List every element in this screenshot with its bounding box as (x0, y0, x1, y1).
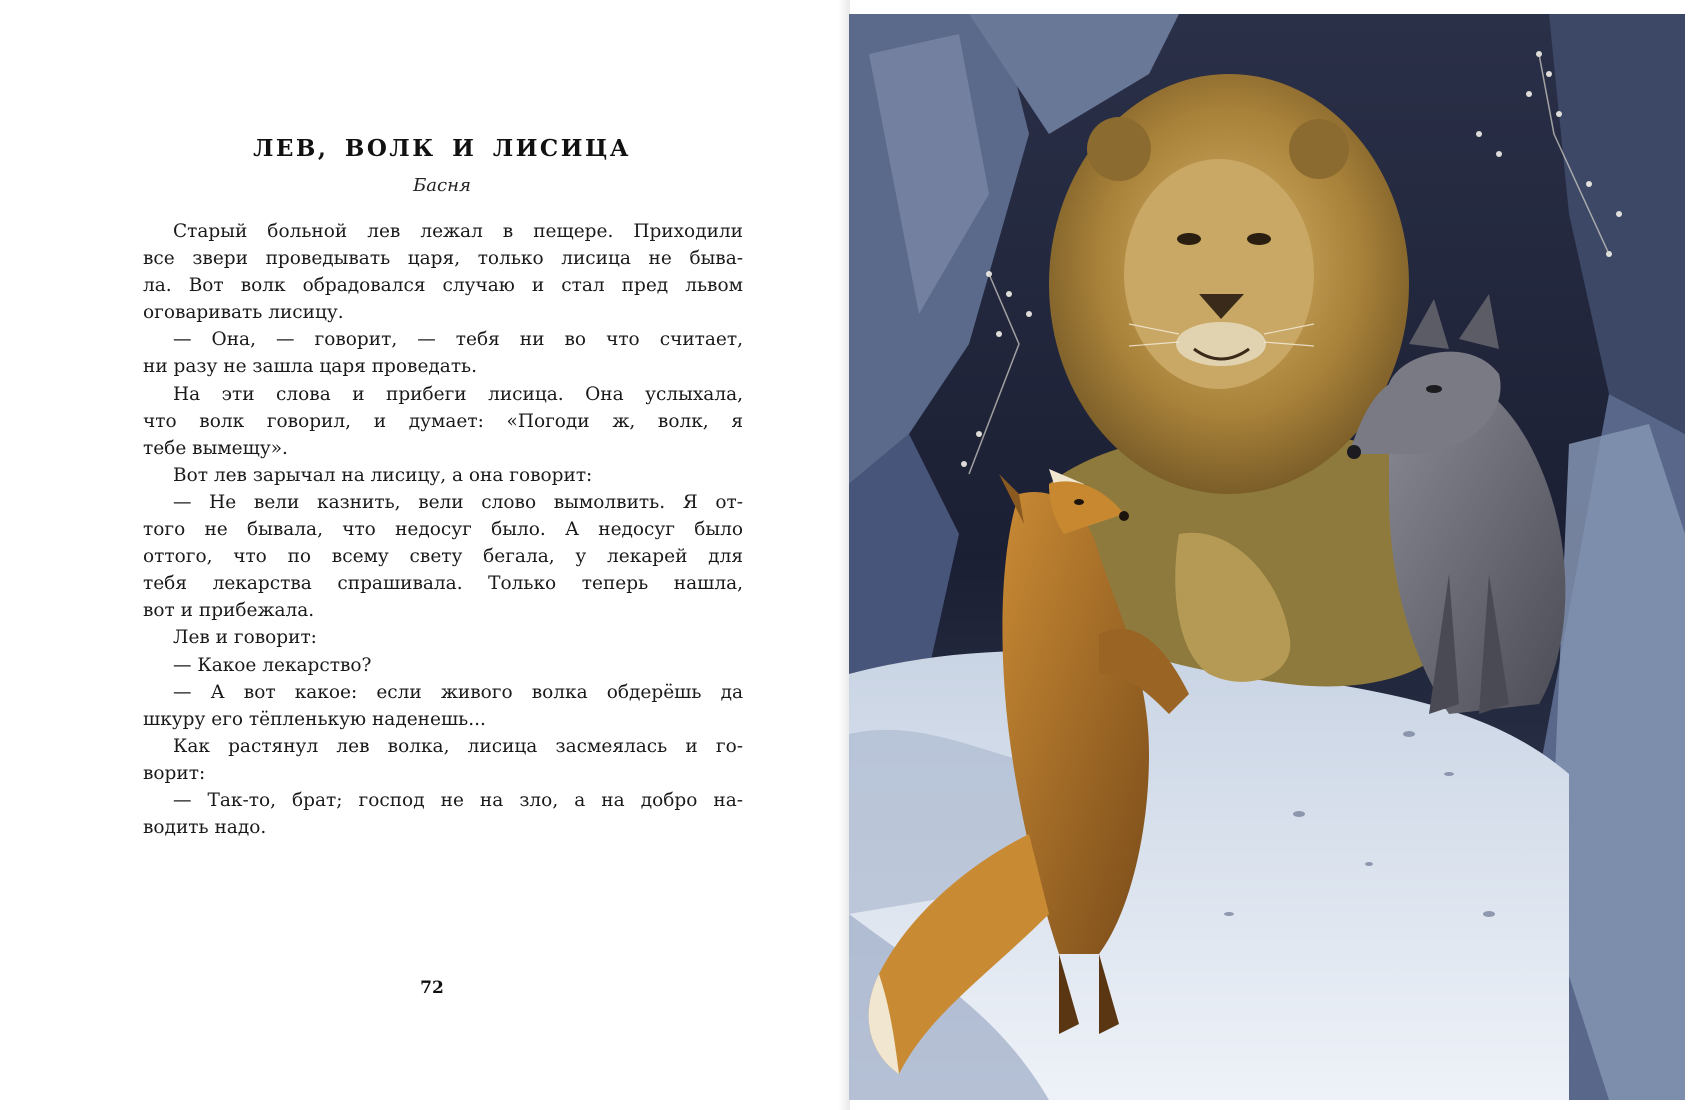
paragraph-line: оттого, что по всему свету бегала, у лекарей для (143, 546, 743, 568)
story-genre: Басня (413, 175, 471, 196)
paragraph-line: Старый больной лев лежал в пещере. Приходили (173, 221, 743, 242)
paragraph-line: водить надо. (143, 817, 267, 839)
paragraph-line: — Не вели казнить, вели слово вымолвить. Я от- (173, 491, 743, 513)
paragraph-line: — Она, — говорит, — тебя ни во что считает, (173, 329, 743, 351)
paragraph-line: что волк говорил, и думает: «Погоди ж, волк, я (143, 410, 743, 432)
page-number: 72 (420, 978, 444, 998)
paragraph-line: тебе вымещу». (143, 437, 288, 459)
paragraph-line: Вот лев зарычал на лисицу, а она говорит: (173, 464, 593, 486)
paragraph-line: тебя лекарства спрашивала. Только теперь нашла, (143, 573, 743, 595)
illustration-lion-wolf-fox (849, 14, 1685, 1100)
story-body (143, 218, 743, 841)
story-title: ЛЕВ, ВОЛК И ЛИСИЦА (253, 135, 631, 162)
paragraph-line: шкуру его тёпленькую наденешь... (143, 708, 486, 730)
paragraph-line: вот и прибежала. (143, 600, 315, 622)
paragraph-line: — А вот какое: если живого волка обдерёшь да (173, 681, 743, 703)
paragraph-line: ворит: (143, 762, 206, 784)
paragraph-line: — Так-то, брат; господ не на зло, а на добро на- (173, 789, 743, 811)
paragraph-line: — Какое лекарство? (173, 654, 372, 676)
paragraph-line: все звери проведывать царя, только лисица не быва- (143, 248, 743, 270)
paragraph-line: На эти слова и прибеги лисица. Она услыхала, (173, 383, 743, 405)
paragraph-line: того не бывала, что недосуг было. А недосуг было (143, 519, 743, 541)
text-page (0, 0, 840, 1110)
fable-illustration (849, 14, 1685, 1100)
paragraph-line: ла. Вот волк обрадовался случаю и стал пред львом (143, 275, 743, 297)
paragraph-line: Как растянул лев волка, лисица засмеялась и го- (173, 735, 743, 757)
paragraph-line: ни разу не зашла царя проведать. (143, 356, 478, 378)
paragraph-line: Лев и говорит: (173, 627, 317, 649)
paragraph-line: оговаривать лисицу. (143, 302, 344, 324)
